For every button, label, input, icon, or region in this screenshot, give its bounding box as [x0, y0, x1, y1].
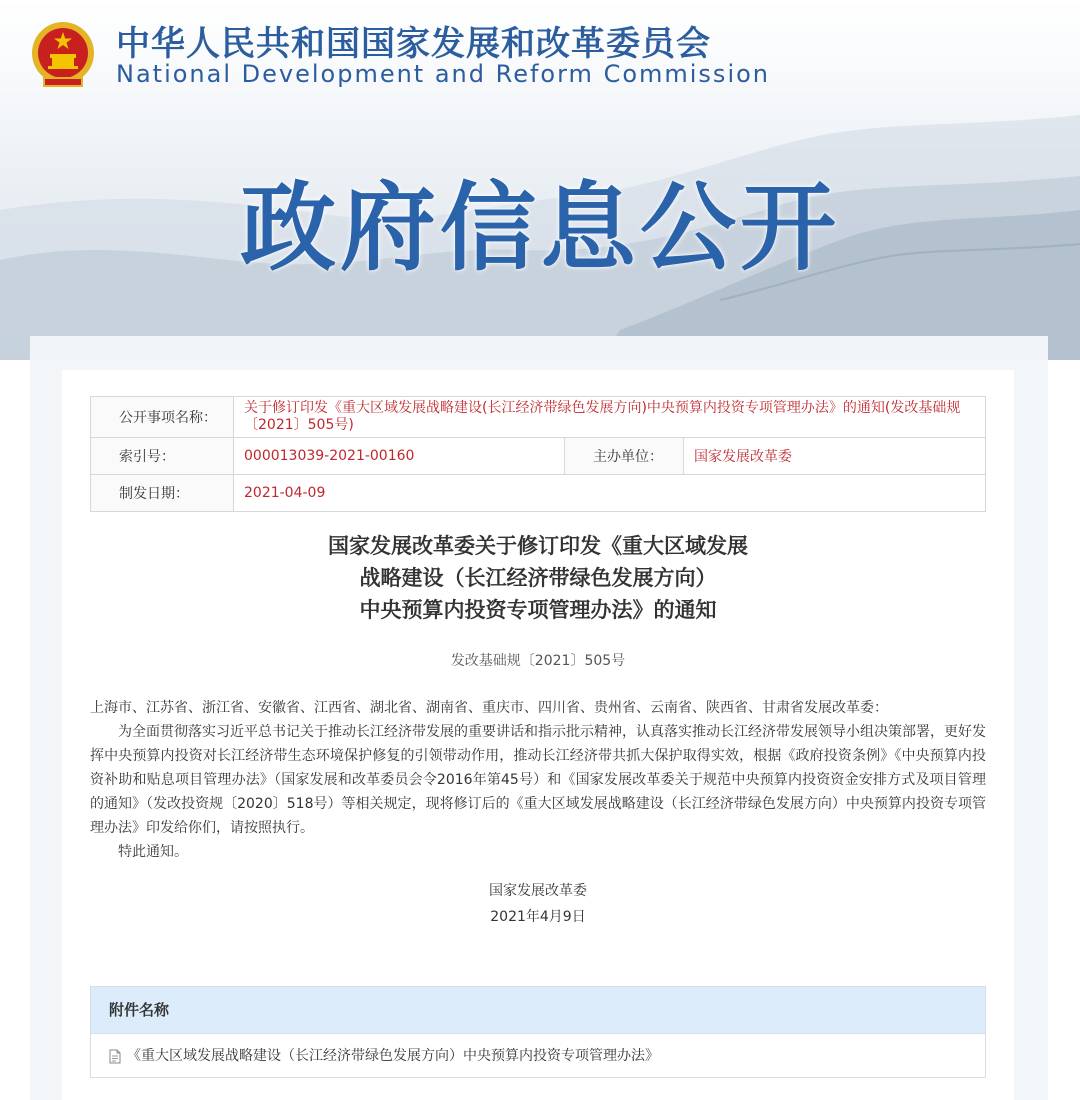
index-value: 000013039-2021-00160: [234, 438, 565, 475]
host-value: 国家发展改革委: [684, 438, 986, 475]
national-emblem-icon: [30, 20, 96, 90]
date-label: 制发日期：: [91, 475, 234, 512]
recipients-line: 上海市、江苏省、浙江省、安徽省、江西省、湖北省、湖南省、重庆市、四川省、贵州省、云南省、陕西省、甘肃省发展改革委：: [90, 700, 888, 716]
document-icon: [109, 1049, 121, 1064]
document-title-line: 中央预算内投资专项管理办法》的通知: [359, 598, 717, 622]
attachment-link[interactable]: [91, 1034, 985, 1078]
document-title-line: 国家发展改革委关于修订印发《重大区域发展: [328, 534, 748, 558]
document-title-line: 战略建设（长江经济带绿色发展方向）: [359, 566, 717, 590]
org-name-en: National Development and Reform Commission: [116, 60, 770, 88]
attachment-title[interactable]: 《重大区域发展战略建设（长江经济带绿色发展方向）中央预算内投资专项管理办法》: [127, 1048, 659, 1064]
document-number: 发改基础规〔2021〕505号: [450, 653, 626, 669]
signature-block: [90, 878, 986, 930]
info-row-index: [91, 438, 986, 475]
document-body: [90, 696, 986, 864]
item-name-value: 关于修订印发《重大区域发展战略建设(长江经济带绿色发展方向)中央预算内投资专项管理办法》的通知(发改基础规〔2021〕505号): [234, 397, 986, 438]
signature-date: 2021年4月9日: [490, 909, 586, 925]
banner-title: 政府信息公开: [240, 172, 840, 284]
info-row-name: [91, 397, 986, 438]
signature-org: 国家发展改革委: [489, 883, 587, 899]
body-paragraph: 为全面贯彻落实习近平总书记关于推动长江经济带发展的重要讲话和指示批示精神，认真落实推动长江经济带发展领导小组决策部署，更好发挥中央预算内投资对长江经济带生态环境保护修复的引领带动作用，推动长江经济带共抓大保护取得实效，根据《政府投资条例》《中央预算内投资补助和贴息项目管理办法》（国家发展和改革委员会令2016年第45号）和《国家发展改革委关于规范中央预算内投资资金安排方式及项目管理的通知》（发改投资规〔2020〕518号）等相关规定，现将修订后的《重大区域发展战略建设（长江经济带绿色发展方向）中央预算内投资专项管理办法》印发给你们，请按照执行。: [90, 724, 986, 836]
host-label: 主办单位：: [565, 438, 684, 475]
attachments-header: 附件名称: [91, 987, 985, 1034]
info-table: [90, 396, 986, 512]
closing-line: 特此通知。: [118, 844, 188, 860]
attachments-box: [90, 986, 986, 1078]
info-row-date: [91, 475, 986, 512]
org-name-cn: 中华人民共和国国家发展和改革委员会: [116, 24, 711, 64]
index-label: 索引号：: [91, 438, 234, 475]
header-banner: [0, 0, 1080, 360]
item-name-label: 公开事项名称：: [91, 397, 234, 438]
document-title: [90, 530, 986, 626]
date-value: 2021-04-09: [234, 475, 986, 512]
